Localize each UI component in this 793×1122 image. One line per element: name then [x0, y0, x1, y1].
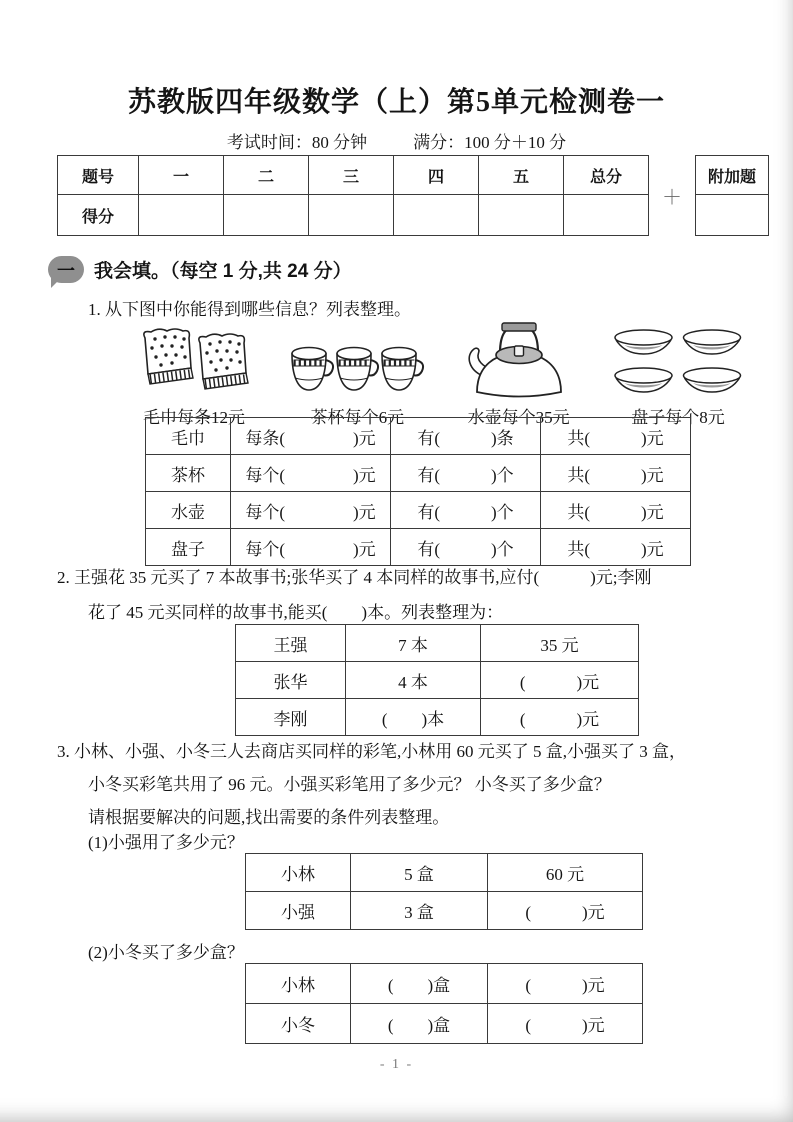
question-3-sub2-label: (2)小冬买了多少盒？ — [88, 943, 244, 962]
table-row — [146, 492, 691, 529]
section-title: 我会填。（每空 1 分,共 24 分） — [94, 261, 352, 282]
table-row — [696, 195, 769, 236]
score-cell-blank — [564, 195, 649, 236]
towels-icon — [138, 326, 250, 400]
question-3-line2: 小冬买彩笔共用了 96 元。小强买彩笔用了多少元？ 小冬买了多少盒？ — [88, 775, 611, 794]
score-col: 三 — [309, 156, 394, 195]
blank-cell: 每个( )元 — [231, 492, 391, 529]
item-caption: 水壶每个35元 — [467, 408, 570, 427]
cell: 60 元 — [488, 854, 643, 892]
score-col: 二 — [224, 156, 309, 195]
table-row — [696, 156, 769, 195]
section-number-badge: 一 — [48, 256, 84, 283]
blank-cell: ( )元 — [481, 699, 639, 736]
cell: 3 盒 — [351, 892, 488, 930]
question-2-line2: 花了 45 元买同样的故事书,能买( )本。列表整理为： — [88, 603, 504, 622]
blank-cell: 每条( )元 — [231, 418, 391, 455]
blank-cell: ( )本 — [346, 699, 481, 736]
score-cell-blank — [479, 195, 564, 236]
row-label: 茶杯 — [146, 455, 231, 492]
table-row — [146, 418, 691, 455]
item-caption: 盘子每个8元 — [631, 408, 725, 427]
row-label: 小强 — [246, 892, 351, 930]
page-number: - 1 - — [379, 1057, 414, 1072]
table-row — [246, 854, 643, 892]
cell: 5 盒 — [351, 854, 488, 892]
row-label: 王强 — [236, 625, 346, 662]
exam-meta — [0, 128, 793, 153]
bonus-label: 附加题 — [696, 156, 769, 195]
kettle-icon — [465, 320, 573, 400]
blank-cell: ( )盒 — [351, 1004, 488, 1044]
picture-row — [138, 320, 744, 428]
cups-icon — [289, 334, 425, 400]
question-3-sub1-label: (1)小强用了多少元？ — [88, 833, 244, 852]
plus-sign: ＋ — [662, 187, 682, 209]
blank-cell: 共( )元 — [541, 418, 691, 455]
table-row — [236, 662, 639, 699]
blank-cell: 每个( )元 — [231, 455, 391, 492]
exam-time: 考试时间：80 分钟 — [226, 133, 368, 152]
blank-cell: 每个( )元 — [231, 529, 391, 566]
page-title: 苏教版四年级数学（上）第5单元检测卷一 — [127, 87, 665, 118]
table-row — [58, 195, 649, 236]
score-table — [57, 155, 649, 236]
score-col: 五 — [479, 156, 564, 195]
blank-cell: 有( )个 — [391, 529, 541, 566]
row-label: 张华 — [236, 662, 346, 699]
row-label: 水壶 — [146, 492, 231, 529]
score-row-label: 得分 — [58, 195, 139, 236]
row-label: 李刚 — [236, 699, 346, 736]
section-one-header — [48, 256, 352, 283]
blank-cell: 有( )个 — [391, 455, 541, 492]
blank-cell: 共( )元 — [541, 529, 691, 566]
score-col: 一 — [139, 156, 224, 195]
question-3-sub1-table — [245, 853, 643, 930]
blank-cell: 共( )元 — [541, 492, 691, 529]
full-score: 满分：100 分＋10 分 — [413, 133, 567, 152]
score-header-label: 题号 — [58, 156, 139, 195]
item-plates — [612, 328, 744, 428]
question-3-line1: 3. 小林、小强、小冬三人去商店买同样的彩笔,小林用 60 元买了 5 盒,小强买了 3 盒， — [57, 742, 686, 761]
question-3-line3: 请根据要解决的问题,找出需要的条件列表整理。 — [88, 808, 450, 827]
bonus-cell-blank — [696, 195, 769, 236]
score-area — [57, 155, 769, 236]
question-2-line1: 2. 王强花 35 元买了 7 本故事书;张华买了 4 本同样的故事书,应付( )元;李刚 — [57, 568, 652, 587]
item-caption: 毛巾每条12元 — [143, 408, 245, 427]
question-3 — [57, 735, 686, 834]
row-label: 盘子 — [146, 529, 231, 566]
question-2 — [57, 560, 652, 630]
row-label: 毛巾 — [146, 418, 231, 455]
blank-cell: ( )盒 — [351, 964, 488, 1004]
cell: 35 元 — [481, 625, 639, 662]
question-1-text: 1. 从下图中你能得到哪些信息？列表整理。 — [88, 300, 411, 319]
blank-cell: ( )元 — [488, 1004, 643, 1044]
table-row — [58, 156, 649, 195]
blank-cell: 共( )元 — [541, 455, 691, 492]
cell: 7 本 — [346, 625, 481, 662]
score-col: 四 — [394, 156, 479, 195]
row-label: 小林 — [246, 854, 351, 892]
score-cell-blank — [224, 195, 309, 236]
bonus-score-table — [695, 155, 769, 236]
score-cell-blank — [309, 195, 394, 236]
score-cell-blank — [139, 195, 224, 236]
blank-cell: 有( )条 — [391, 418, 541, 455]
row-label: 小冬 — [246, 1004, 351, 1044]
table-row — [246, 1004, 643, 1044]
blank-cell: 有( )个 — [391, 492, 541, 529]
item-kettle — [465, 320, 573, 428]
blank-cell: ( )元 — [488, 892, 643, 930]
table-row — [236, 625, 639, 662]
table-row — [246, 964, 643, 1004]
table-row — [246, 892, 643, 930]
item-cups — [289, 334, 425, 428]
item-towel — [138, 326, 250, 428]
question-1-table — [145, 417, 691, 566]
cell: 4 本 — [346, 662, 481, 699]
item-caption: 茶杯每个6元 — [310, 408, 405, 427]
blank-cell: ( )元 — [481, 662, 639, 699]
question-2-table — [235, 624, 639, 736]
score-cell-blank — [394, 195, 479, 236]
table-row — [236, 699, 639, 736]
row-label: 小林 — [246, 964, 351, 1004]
question-3-sub2-table — [245, 963, 643, 1044]
score-col: 总分 — [564, 156, 649, 195]
table-row — [146, 455, 691, 492]
plates-icon — [612, 328, 744, 400]
blank-cell: ( )元 — [488, 964, 643, 1004]
